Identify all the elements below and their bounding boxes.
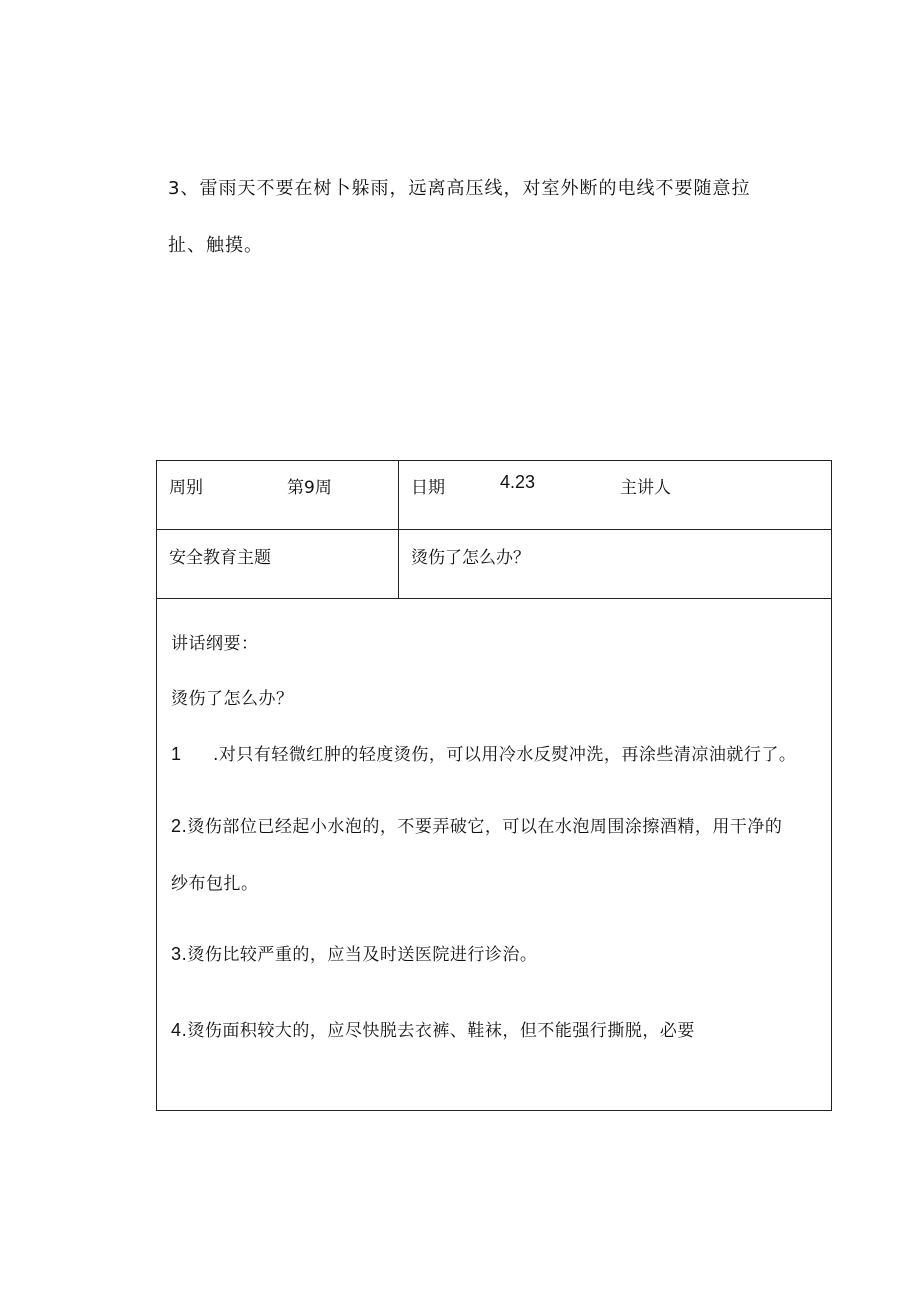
item-number: 3 <box>171 944 182 964</box>
item-number: 4 <box>171 1020 182 1040</box>
outline-item-2-continuation: 纱布包扎。 <box>171 874 259 894</box>
intro-line-1: 3、雷雨天不要在树卜躲雨，远离高压线，对室外断的电线不要随意拉 <box>168 178 751 199</box>
outline-title: 烫伤了怎么办？ <box>171 689 294 709</box>
table-row-divider <box>157 529 831 530</box>
lesson-table <box>156 460 832 1111</box>
date-label: 日期 <box>411 478 445 498</box>
week-label: 周别 <box>169 478 203 498</box>
intro-line-2: 扯、触摸。 <box>168 235 263 256</box>
outline-item-2 <box>171 812 782 837</box>
date-value: 4.23 <box>500 472 536 492</box>
item-text: .烫伤面积较大的，应尽快脱去衣裤、鞋袜，但不能强行撕脱，必要 <box>181 1021 695 1041</box>
item-text: .对只有轻微红肿的轻度烫伤，可以用冷水反熨冲洗，再涂些清凉油就行了。 <box>213 745 797 765</box>
item-text: .烫伤比较严重的，应当及时送医院进行诊治。 <box>181 945 538 965</box>
outline-item-3 <box>171 940 537 965</box>
item-number: 2 <box>171 816 182 836</box>
outline-item-1 <box>171 740 796 765</box>
topic-value: 烫伤了怎么办？ <box>411 548 530 568</box>
speaker-label: 主讲人 <box>620 478 671 498</box>
item-text: .烫伤部位已经起小水泡的，不要弄破它，可以在水泡周围涂擦酒精，用干净的 <box>181 817 783 837</box>
outline-label: 讲话纲要： <box>171 634 259 654</box>
table-row-divider <box>157 598 831 599</box>
outline-item-4 <box>171 1016 695 1041</box>
week-value: 第9周 <box>287 478 332 498</box>
table-column-divider <box>398 461 399 598</box>
item-number: 1 <box>171 744 182 764</box>
topic-label: 安全教育主题 <box>169 548 271 568</box>
